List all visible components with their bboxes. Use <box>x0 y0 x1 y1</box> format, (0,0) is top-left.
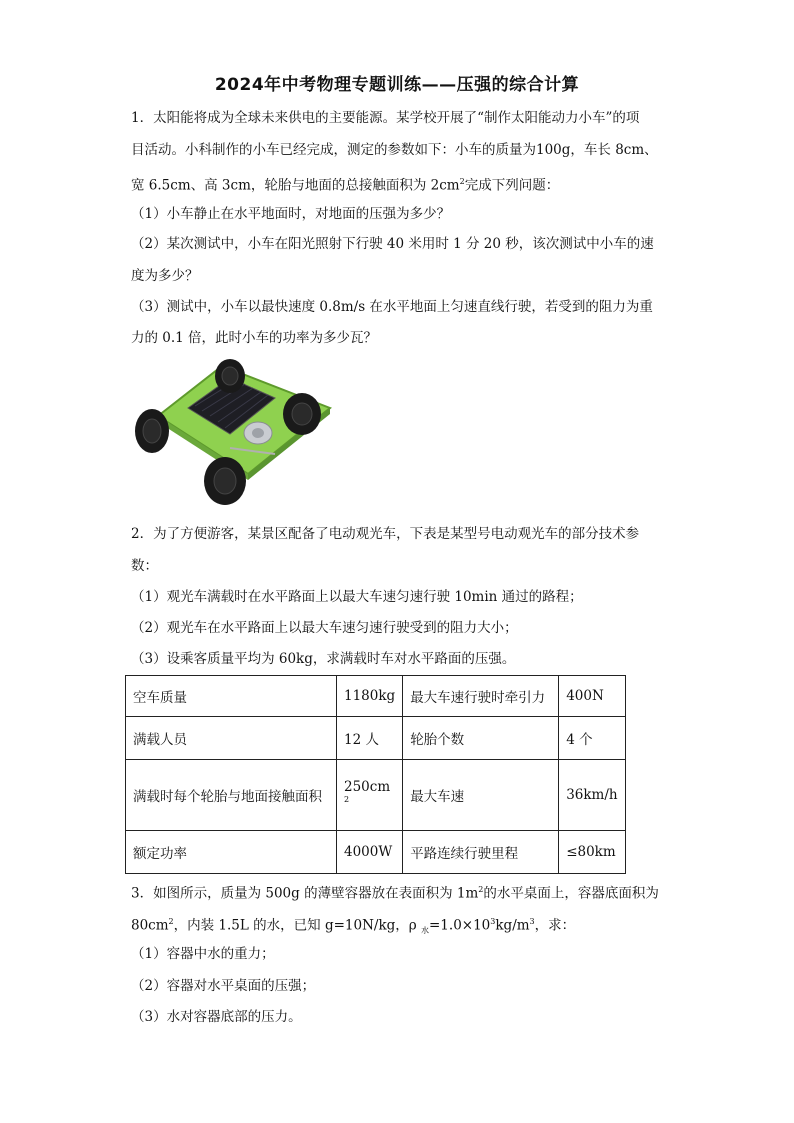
q3-part-3: （3）水对容器底部的压力。 <box>131 1009 302 1025</box>
area-value: 250cm <box>344 778 391 795</box>
q1-line-1: 1．太阳能将成为全球未来供电的主要能源。某学校开展了“制作太阳能动力小车”的项 <box>131 110 640 126</box>
q3-line-2b: ，内装 1.5L 的水，已知 g=10N/kg，ρ <box>173 917 421 934</box>
table-row <box>126 676 626 717</box>
table-cell: 36km/h <box>559 760 625 831</box>
q3-superscript-1: 2 <box>478 885 484 894</box>
q1-part-3a: （3）测试中，小车以最快速度 0.8m/s 在水平地面上匀速直线行驶，若受到的阻力为重 <box>131 299 653 315</box>
table-cell: ≤80km <box>559 831 625 874</box>
table-cell: 4000W <box>337 831 403 874</box>
solar-car-image <box>130 356 335 506</box>
table-row <box>126 831 626 874</box>
table-cell: 最大车速 <box>403 760 559 831</box>
q1-line-3 <box>131 172 559 196</box>
q1-part-2a: （2）某次测试中，小车在阳光照射下行驶 40 米用时 1 分 20 秒，该次测试中小车的速 <box>131 236 654 252</box>
table-row <box>126 760 626 831</box>
q1-part-2b: 度为多少？ <box>131 268 199 284</box>
q2-part-3: （3）设乘客质量平均为 60kg，求满载时车对水平路面的压强。 <box>131 651 516 667</box>
table-cell: 空车质量 <box>126 676 337 717</box>
q1-line-3b: 完成下列问题： <box>464 177 560 194</box>
q3-line-2e: ，求： <box>534 917 576 934</box>
table-cell: 1180kg <box>337 676 403 717</box>
page-title: 2024年中考物理专题训练——压强的综合计算 <box>214 75 580 95</box>
area-superscript: 2 <box>344 794 350 804</box>
spec-table <box>125 675 626 874</box>
table-cell: 平路连续行驶里程 <box>403 831 559 874</box>
q3-superscript-2: 2 <box>168 917 174 926</box>
q2-part-2: （2）观光车在水平路面上以最大车速匀速行驶受到的阻力大小； <box>131 620 518 636</box>
q3-subscript: 水 <box>421 926 429 936</box>
table-cell: 4 个 <box>559 717 625 760</box>
table-cell: 额定功率 <box>126 831 337 874</box>
table-cell: 12 人 <box>337 717 403 760</box>
q3-line-2d: kg/m <box>495 917 530 934</box>
q3-part-1: （1）容器中水的重力； <box>131 946 275 962</box>
q3-part-2: （2）容器对水平桌面的压强； <box>131 978 316 994</box>
q2-line-1: 2．为了方便游客，某景区配备了电动观光车，下表是某型号电动观光车的部分技术参 <box>131 526 640 542</box>
table-cell: 轮胎个数 <box>403 717 559 760</box>
table-cell <box>337 760 403 831</box>
table-cell: 满载人员 <box>126 717 337 760</box>
q3-line-2a: 80cm <box>131 917 169 934</box>
table-cell: 最大车速行驶时牵引力 <box>403 676 559 717</box>
q3-superscript-3: 3 <box>490 917 496 926</box>
table-cell: 满载时每个轮胎与地面接触面积 <box>126 760 337 831</box>
q1-part-3b: 力的 0.1 倍，此时小车的功率为多少瓦？ <box>131 330 378 346</box>
q2-line-2: 数： <box>131 558 158 574</box>
table-row <box>126 717 626 760</box>
q3-line-1 <box>131 880 659 904</box>
q1-part-1: （1）小车静止在水平地面时，对地面的压强为多少？ <box>131 206 451 222</box>
q1-line-3a: 宽 6.5cm、高 3cm，轮胎与地面的总接触面积为 2cm <box>131 177 460 194</box>
q1-line-2: 目活动。小科制作的小车已经完成，测定的参数如下：小车的质量为100g，车长 8cm、 <box>131 142 658 158</box>
q3-superscript-4: 3 <box>529 917 535 926</box>
table-cell: 400N <box>559 676 625 717</box>
q2-part-1: （1）观光车满载时在水平路面上以最大车速匀速行驶 10min 通过的路程； <box>131 589 583 605</box>
q3-line-2 <box>131 912 575 941</box>
q1-superscript: 2 <box>459 177 465 186</box>
q3-line-1a: 3．如图所示，质量为 500g 的薄壁容器放在表面积为 1m <box>131 885 479 902</box>
q3-line-2c: =1.0×10 <box>429 917 491 934</box>
q3-line-1b: 的水平桌面上，容器底面积为 <box>483 885 659 902</box>
